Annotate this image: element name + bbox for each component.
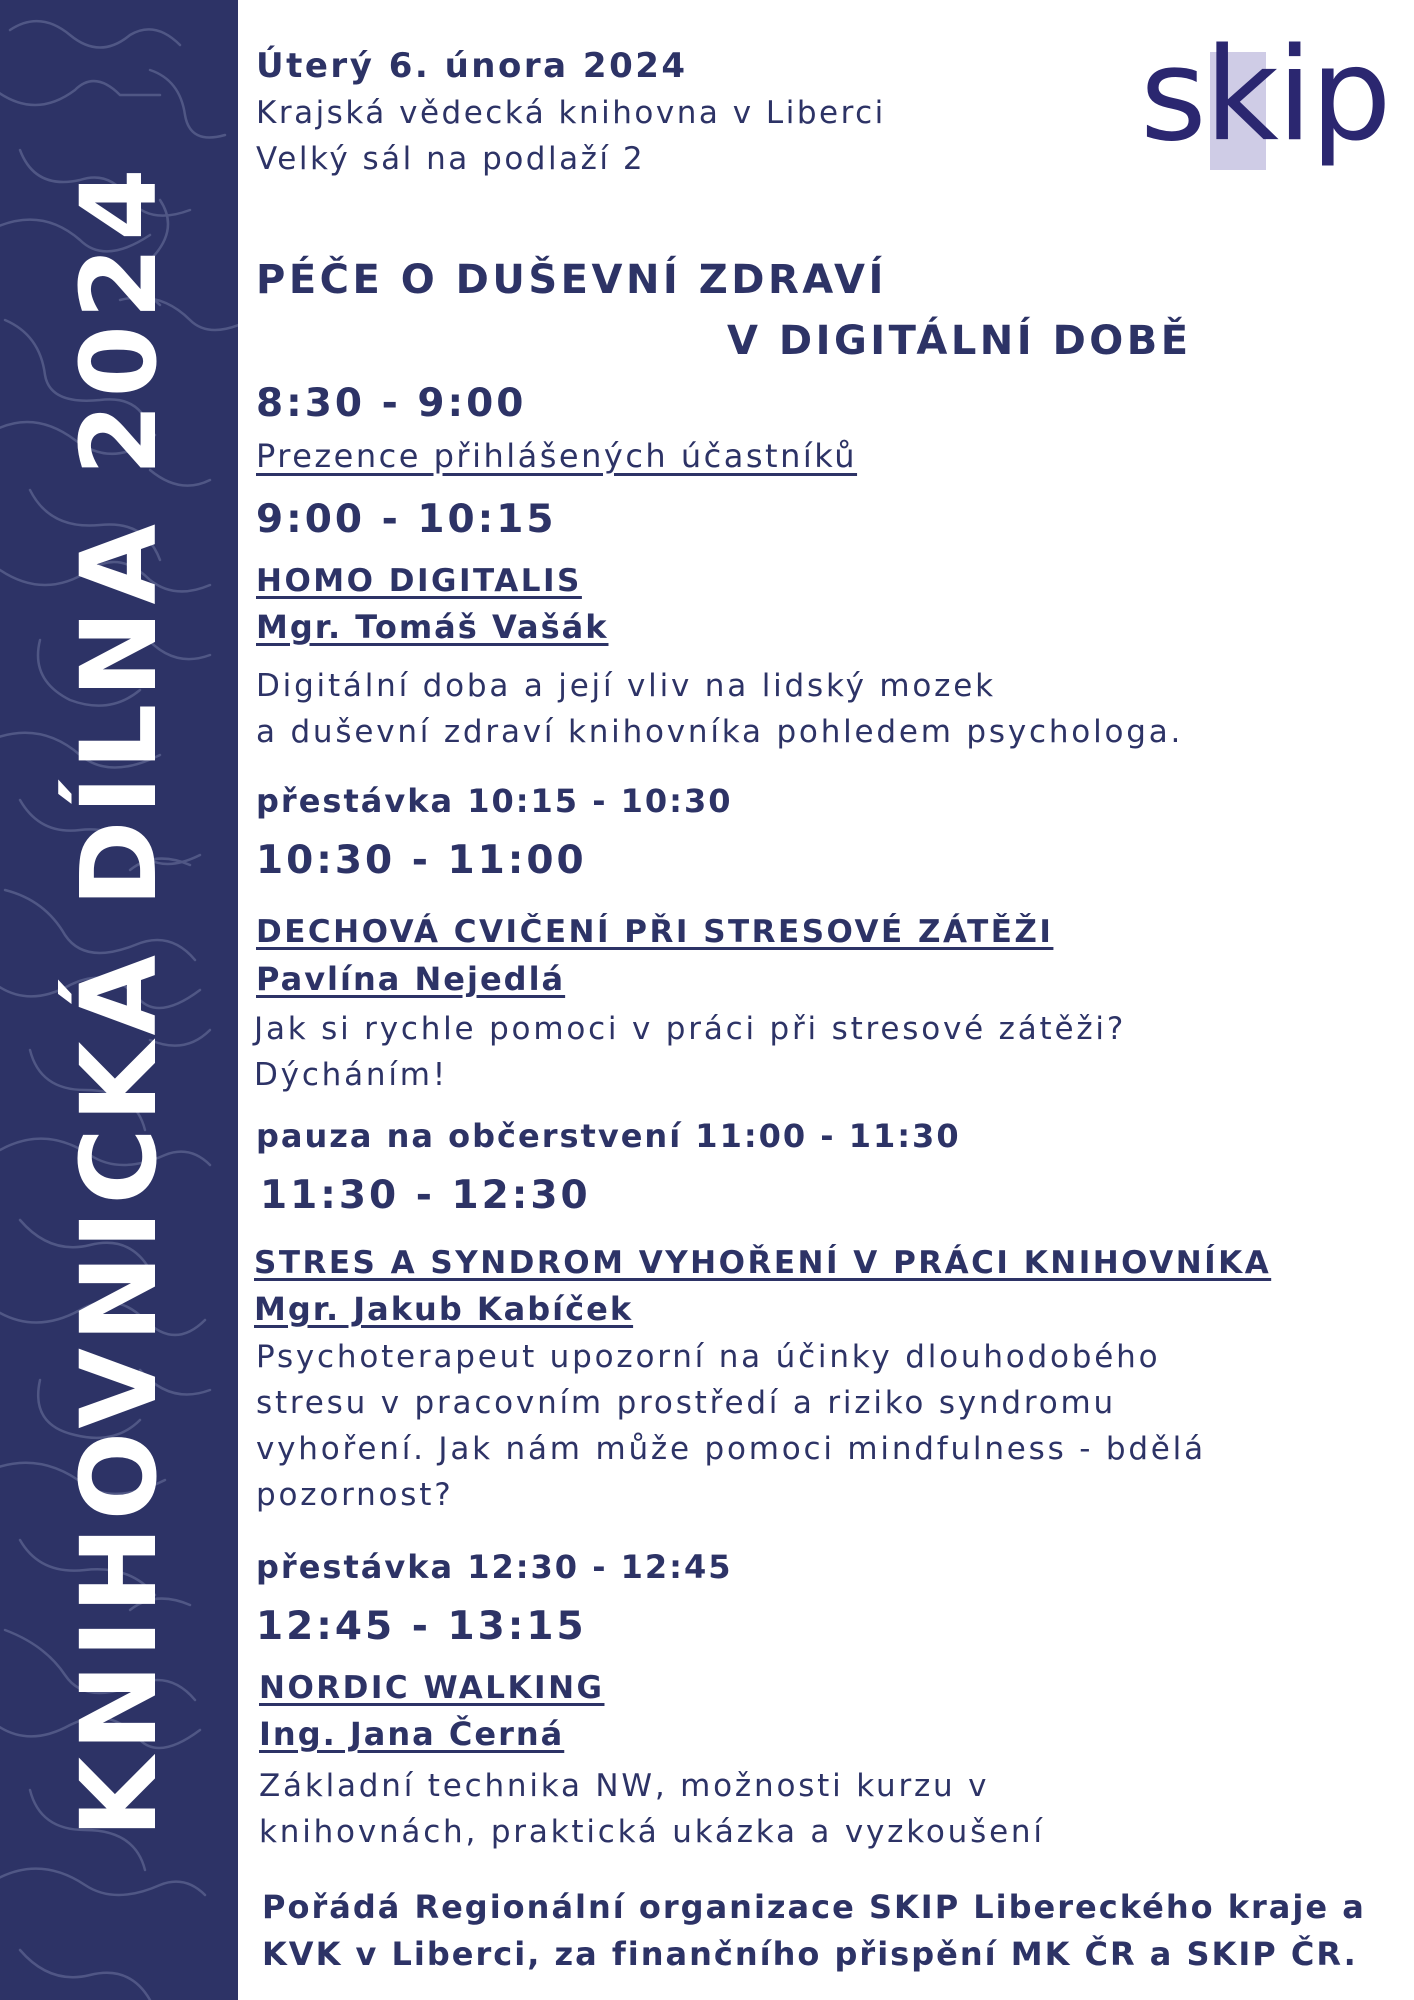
talk-description-line: Základní technika NW, možnosti kurzu v [259, 1768, 990, 1804]
footer-line-2: KVK v Liberci, za finančního přispění MK ČR a SKIP ČR. [262, 1935, 1358, 1973]
talk-description-line: vyhoření. Jak nám může pomoci mindfulness - bdělá [256, 1431, 1206, 1467]
talk-title: DECHOVÁ CVIČENÍ PŘI STRESOVÉ ZÁTĚŽI [256, 914, 1054, 950]
talk-description-line: Digitální doba a její vliv na lidský mozek [256, 668, 996, 704]
skip-logo [1140, 21, 1390, 193]
event-venue: Krajská vědecká knihovna v Liberci [256, 95, 886, 131]
time-slot: 12:45 - 13:15 [256, 1604, 587, 1649]
talk-description-line: Psychoterapeut upozorní na účinky dlouhodobého [256, 1339, 1161, 1375]
time-slot: 10:30 - 11:00 [256, 838, 587, 883]
talk-description-line: Dýcháním! [254, 1057, 448, 1093]
break-label: přestávka 10:15 - 10:30 [256, 782, 733, 820]
time-slot: 9:00 - 10:15 [256, 497, 557, 542]
speaker-name: Pavlína Nejedlá [256, 960, 566, 998]
sidebar [0, 0, 238, 2000]
sidebar-title: KNIHOVNICKÁ DÍLNA 2024 [58, 162, 180, 1838]
talk-description-line: Jak si rychle pomoci v práci při stresové zátěži? [254, 1011, 1127, 1047]
talk-title: STRES A SYNDROM VYHOŘENÍ V PRÁCI KNIHOVNÍKA [254, 1245, 1272, 1281]
talk-description-line: a duševní zdraví knihovníka pohledem psychologa. [256, 714, 1184, 750]
break-label: pauza na občerstvení 11:00 - 11:30 [256, 1117, 961, 1155]
speaker-name: Mgr. Jakub Kabíček [254, 1290, 634, 1328]
time-slot: 8:30 - 9:00 [256, 381, 527, 426]
main-title-line-2: V DIGITÁLNÍ DOBĚ [727, 318, 1192, 364]
registration-label: Prezence přihlášených účastníků [256, 437, 858, 475]
logo-text: skip [1140, 21, 1390, 170]
talk-description-line: knihovnách, praktická ukázka a vyzkoušení [259, 1814, 1045, 1850]
talk-description-line: stresu v pracovním prostředí a riziko syndromu [256, 1385, 1116, 1421]
speaker-name: Mgr. Tomáš Vašák [256, 608, 609, 646]
talk-title: NORDIC WALKING [259, 1670, 605, 1706]
main-title-line-1: PÉČE O DUŠEVNÍ ZDRAVÍ [256, 257, 887, 303]
footer-line-1: Pořádá Regionální organizace SKIP Libereckého kraje a [262, 1888, 1366, 1926]
event-room: Velký sál na podlaží 2 [256, 141, 646, 177]
speaker-name: Ing. Jana Černá [259, 1715, 565, 1753]
break-label: přestávka 12:30 - 12:45 [256, 1548, 733, 1586]
time-slot: 11:30 - 12:30 [260, 1173, 591, 1218]
talk-description-line: pozornost? [256, 1477, 454, 1513]
talk-title: HOMO DIGITALIS [256, 563, 582, 599]
event-date: Úterý 6. února 2024 [256, 46, 688, 86]
